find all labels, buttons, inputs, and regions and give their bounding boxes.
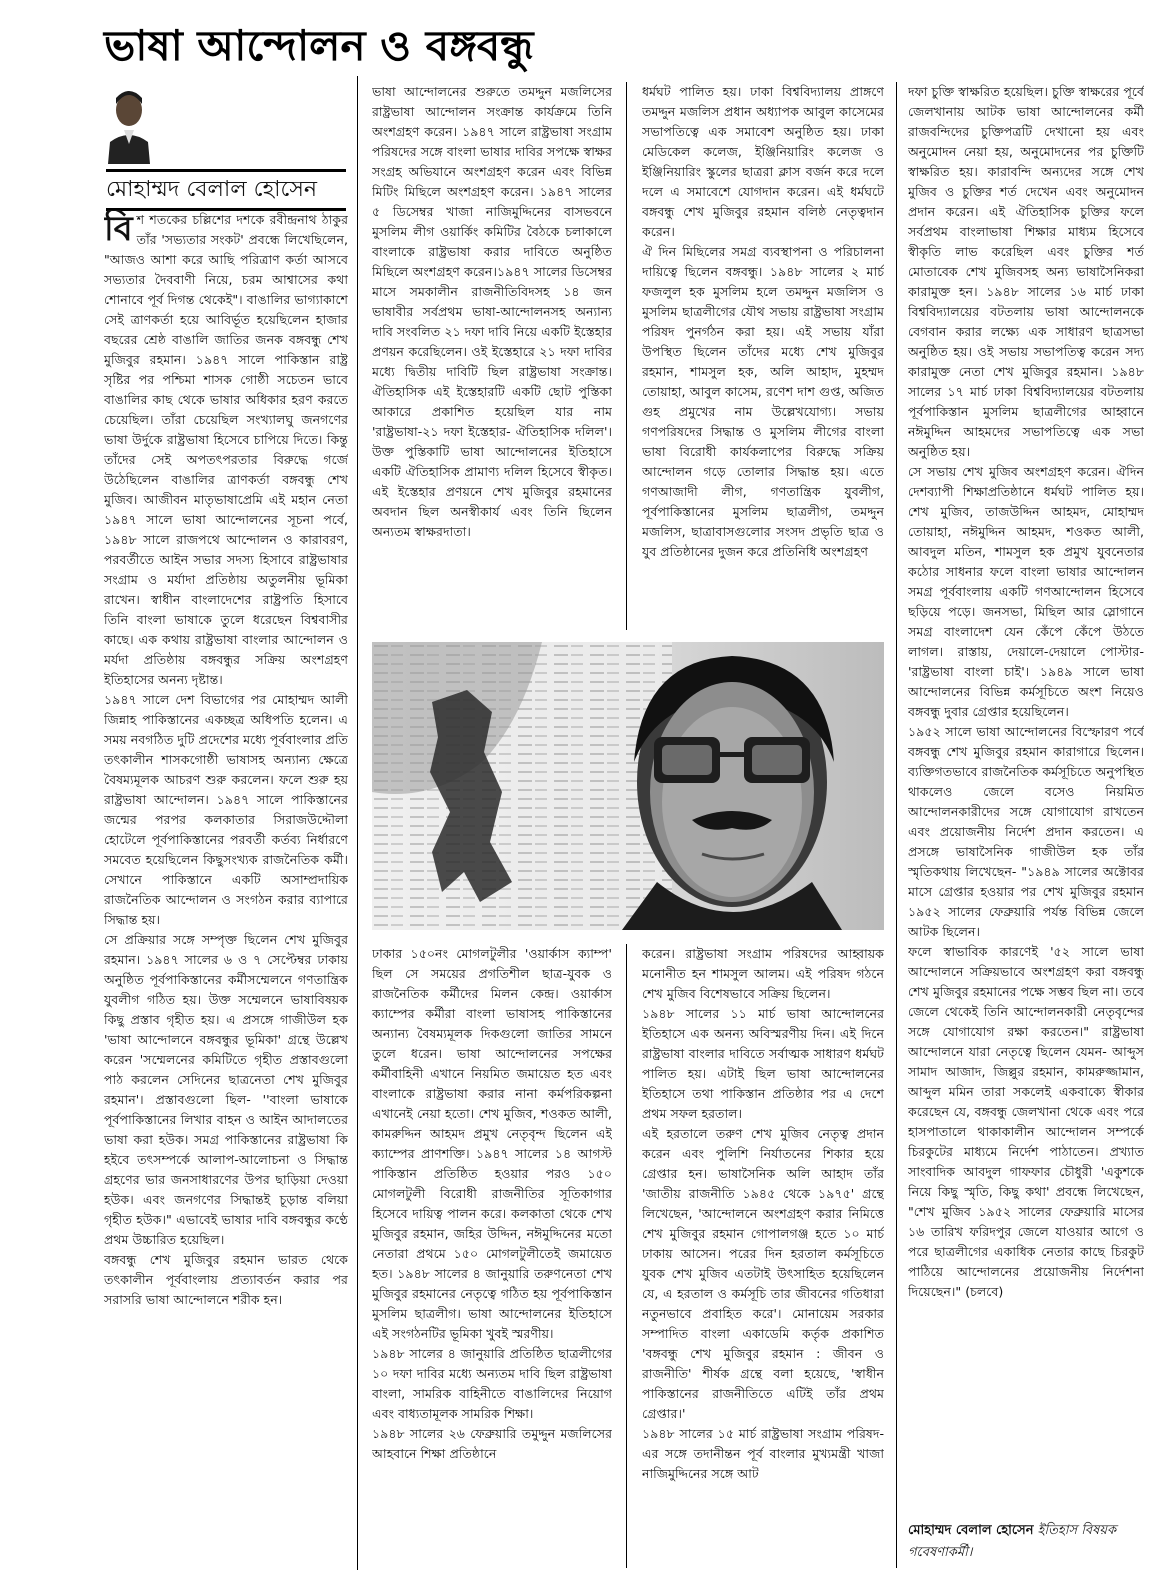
column-rule: [626, 944, 627, 1568]
article-paragraph: দফা চুক্তি স্বাক্ষরিত হয়েছিল। চুক্তি স্বাক্ষরের পূর্বে জেলখানায় আটক ভাষা আন্দোলনের কর্মী রাজবন্দিদের চুক্তিপত্রটি দেখানো হয় এবং অনুমোদন নেয়া হয়, অনুমোদনের পর চুক্তিটি স্বাক্ষরিত হয়। কারাবন্দি অন্যদের সঙ্গে শেখ মুজিব ও চুক্তির শর্ত দেখেন এবং অনুমোদন প্রদান করেন। এই ঐতিহাসিক চুক্তির ফলে সর্বপ্রথম বাংলাভাষা শিক্ষার মাধ্যম হিসেবে স্বীকৃতি লাভ করেছিল এবং চুক্তির শর্ত মোতাবেক শেখ মুজিবসহ অন্য ভাষাসৈনিকরা কারামুক্ত হন। ১৯৪৮ সালের ১৬ মার্চ ঢাকা বিশ্ববিদ্যালয়ের বটতলায় ভাষা আন্দোলনকে বেগবান করার লক্ষ্যে এক সাধারণ ছাত্রসভা অনুষ্ঠিত হয়। ওই সভায় সভাপতিত্ব করেন সদ্য কারামুক্ত নেতা শেখ মুজিবুর রহমান। ১৯৪৮ সালের ১৭ মার্চ ঢাকা বিশ্ববিদ্যালয়ের বটতলায় পূর্বপাকিস্তান মুসলিম ছাত্রলীগের আহ্বানে নঈমুদ্দিন আহমদের সভাপতিত্বে এক সভা অনুষ্ঠিত হয়।: [908, 84, 1144, 459]
hero-portrait-image: [372, 642, 884, 930]
paragraph-text: শ শতকের চল্লিশের দশকে রবীন্দ্রনাথ ঠাকুর তাঁর 'সভ্যতার সংকট' প্রবন্ধে লিখেছিলেন, "আজও আশা করে আছি পরিত্রাণ কর্তা আসবে সভ্যতার দৈববাণী নিয়ে, চরম আশ্বাসের কথা শোনাবে পূর্ব দিগন্ত থেকেই"। বাঙালির ভাগ্যাকাশে সেই ত্রাণকর্তা হয়ে আবির্ভূত হয়েছিলেন হাজার বছরের শ্রেষ্ঠ বাঙালি জাতির জনক বঙ্গবন্ধু শেখ মুজিবুর রহমান। ১৯৪৭ সালে পাকিস্তান রাষ্ট্র সৃষ্টির পর পশ্চিমা শাসক গোষ্ঠী সচেতন ভাবে বাঙালির কাছ থেকে ভাষার অধিকার হরণ করতে চেয়েছিল। তাঁরা চেয়েছিল সংখ্যালঘু জনগণের ভাষা উর্দুকে রাষ্ট্রভাষা হিসেবে চাপিয়ে দিতে। কিন্তু তাঁদের সেই অপতৎপরতার বিরুদ্ধে গর্জে উঠেছিলেন বাঙালির ত্রাণকর্তা বঙ্গবন্ধু শেখ মুজিব। আজীবন মাতৃভাষাপ্রেমি এই মহান নেতা ১৯৪৭ সালে ভাষা আন্দোলনের সূচনা পর্বে, ১৯৪৮ সালে রাজপথে আন্দোলন ও কারাবরণ, পরবর্তীতে আইন সভার সদস্য হিসাবে রাষ্ট্রভাষার সংগ্রাম ও মর্যাদা প্রতিষ্ঠায় অতুলনীয় ভূমিকা রাখেন। স্বাধীন বাংলাদেশের রাষ্ট্রপতি হিসাবে তিনি বাংলা ভাষাকে তুলে ধরেছেন বিশ্ববাসীর কাছে। এক কথায় রাষ্ট্রভাষা বাংলার আন্দোলন ও মর্যদা প্রতিষ্ঠায় বঙ্গবন্ধুর সক্রিয় অংশগ্রহণ ইতিহাসের অনন্য দৃষ্টান্ত।: [104, 212, 348, 687]
article-paragraph: এই হরতালে তরুণ শেখ মুজিব নেতৃত্ব প্রদান করেন এবং পুলিশি নির্যাতনের শিকার হয়ে গ্রেপ্তার হন। ভাষাসৈনিক অলি আহাদ তাঁর 'জাতীয় রাজনীতি ১৯৪৫ থেকে ১৯৭৫' গ্রন্থে লিখেছেন, 'আন্দোলনে অংশগ্রহণ করার নিমিত্তে শেখ মুজিবুর রহমান গোপালগঞ্জ হতে ১০ মার্চ ঢাকায় আসেন। পরের দিন হরতাল কর্মসূচিতে যুবক শেখ মুজিব এতটাই উৎসাহিত হয়েছিলেন যে, এ হরতাল ও কর্মসূচি তার জীবনের গতিধারা নতুনভাবে প্রবাহিত করে'। মোনায়েম সরকার সম্পাদিত বাংলা একাডেমি কর্তৃক প্রকাশিত 'বঙ্গবন্ধু শেখ মুজিবুর রহমান : জীবন ও রাজনীতি' শীর্ষক গ্রন্থে বলা হয়েছে, 'স্বাধীন পাকিস্তানের রাজনীতিতে এটিই তাঁর প্রথম গ্রেপ্তার।': [642, 1126, 884, 1421]
column-rule: [896, 82, 897, 1568]
article-paragraph: ঐ দিন মিছিলের সমগ্র ব্যবস্থাপনা ও পরিচালনা দায়িত্বে ছিলেন বঙ্গবন্ধু। ১৯৪৮ সালের ২ মার্চ ফজলুল হক মুসলিম হলে তমদ্দুন মজলিস ও মুসলিম ছাত্রলীগের যৌথ সভায় রাষ্ট্রভাষা সংগ্রাম পরিষদ পুনর্গঠন করা হয়। এই সভায় যাঁরা উপস্থিত ছিলেন তাঁদের মধ্যে শেখ মুজিবুর রহমান, শামসুল হক, অলি আহাদ, মুহম্মদ তোয়াহা, আবুল কাসেম, রণেশ দাশ গুপ্ত, অজিত গুহ প্রমুখের নাম উল্লেখযোগ্য। সভায় গণপরিষদের সিদ্ধান্ত ও মুসলিম লীগের বাংলা ভাষা বিরোধী কার্যকলাপের বিরুদ্ধে সক্রিয় আন্দোলন গড়ে তোলার সিদ্ধান্ত হয়। এতে গণআজাদী লীগ, গণতান্ত্রিক যুবলীগ, পূর্বপাকিস্তানের মুসলিম ছাত্রলীগ, তমদ্দুন মজলিস, ছাত্রাবাসগুলোর সংসদ প্রভৃতি ছাত্র ও যুব প্রতিষ্ঠানের দুজন করে প্রতিনিধি অংশগ্রহণ: [642, 244, 884, 559]
article-paragraph: বঙ্গবন্ধু শেখ মুজিবুর রহমান ভারত থেকে তৎকালীন পূর্ববাংলায় প্রত্যাবর্তন করার পর সরাসরি ভাষা আন্দোলনে শরীক হন।: [104, 1252, 348, 1307]
author-photo: [106, 82, 152, 164]
column-rule: [357, 76, 358, 1570]
article-column-2-top: [372, 82, 612, 630]
article-paragraph: ১৯৪৮ সালের ১৫ মার্চ রাষ্ট্রভাষা সংগ্রাম পরিষদ-এর সঙ্গে তদানীন্তন পূর্ব বাংলার মুখ্যমন্ত্রী খাজা নাজিমুদ্দিনের সঙ্গে আট: [642, 1426, 884, 1481]
article-paragraph: ১৯৪৮ সালের ৪ জানুয়ারি প্রতিষ্ঠিত ছাত্রলীগের ১০ দফা দাবির মধ্যে অন্যতম দাবি ছিল রাষ্ট্রভাষা বাংলা, সামরিক বাহিনীতে বাঙালিদের নিয়োগ এবং বাধ্যতামূলক সামরিক শিক্ষা।: [372, 1346, 612, 1421]
signature-name: মোহাম্মদ বেলাল হোসেন: [908, 1523, 1034, 1538]
article-paragraph: ১৯৪৮ সালের ২৬ ফেব্রুয়ারি তমুদ্দুন মজলিসের আহবানে শিক্ষা প্রতিষ্ঠানে: [372, 1426, 612, 1461]
signature-role: ইতিহাস বিষয়ক গবেষণাকর্মী।: [908, 1523, 1117, 1560]
headline: ভাষা আন্দোলন ও বঙ্গবন্ধু: [104, 21, 534, 70]
article-paragraph: করেন। রাষ্ট্রভাষা সংগ্রাম পরিষদের আহ্বায়ক মনোনীত হন শামসুল আলম। এই পরিষদ গঠনে শেখ মুজিব বিশেষভাবে সক্রিয় ছিলেন।: [642, 946, 884, 1001]
drop-cap: বি: [104, 210, 133, 249]
article-paragraph: ১৯৪৭ সালে দেশ বিভাগের পর মোহাম্মদ আলী জিন্নাহ পাকিস্তানের একচ্ছত্র অধিপতি হলেন। এ সময় নবগঠিত দুটি প্রদেশের মধ্যে পূর্ববাংলার প্রতি তৎকালীন শাসকগোষ্ঠী ভাষাসহ অন্যান্য ক্ষেত্রে বৈষম্যমূলক আচরণ শুরু করলেন। ফলে শুরু হয় রাষ্ট্রভাষা আন্দোলন। ১৯৪৭ সালে পাকিস্তানের জন্মের পরপর কলকাতার সিরাজউদ্দৌলা হোটেলে পূর্বপাকিস্তানের পরবর্তী কর্তব্য নির্ধারণে সমবেত হয়েছিলেন কিছুসংখ্যক রাজনৈতিক কর্মী। সেখানে পাকিস্তানে একটি অসাম্প্রদায়িক রাজনৈতিক আন্দোলন ও সংগঠন করার ব্যাপারে সিদ্ধান্ত হয়।: [104, 692, 348, 927]
author-portrait-image: [106, 82, 152, 164]
column-rule: [626, 82, 627, 630]
article-paragraph: ১৯৫২ সালে ভাষা আন্দোলনের বিস্ফোরণ পর্বে বঙ্গবন্ধু শেখ মুজিবুর রহমান কারাগারে ছিলেন। ব্যক্তিগতভাবে রাজনৈতিক কর্মসূচিতে অনুপস্থিত থাকলেও জেলে বসেও নিয়মিত আন্দোলনকারীদের সঙ্গে যোগাযোগ রাখতেন এবং প্রয়োজনীয় নির্দেশ প্রদান করতেন। এ প্রসঙ্গে ভাষাসৈনিক গাজীউল হক তাঁর স্মৃতিকথায় লিখেছেন- "১৯৪৯ সালের অক্টোবর মাসে গ্রেপ্তার হওয়ার পর শেখ মুজিবুর রহমান ১৯৫২ সালের ফেব্রুয়ারি পর্যন্ত বিভিন্ন জেলে আটক ছিলেন।: [908, 724, 1144, 939]
article-column-1: [104, 210, 348, 1568]
article-paragraph: [104, 210, 348, 690]
author-signature: [908, 1520, 1144, 1568]
article-column-3-top: [642, 82, 884, 630]
article-column-2-bottom: [372, 944, 612, 1568]
byline-author: মোহাম্মদ বেলাল হোসেন: [106, 169, 346, 211]
article-paragraph: ঢাকার ১৫০নং মোগলটুলীর 'ওয়ার্কাস ক্যাম্প' ছিল সে সময়ের প্রগতিশীল ছাত্র-যুবক ও রাজনৈতিক কর্মীদের মিলন কেন্দ্র। ওয়ার্কাস ক্যাম্পের কর্মীরা বাংলা ভাষাসহ পাকিস্তানের অন্যান্য বৈষম্যমূলক দিকগুলো জাতির সামনে তুলে ধরেন। ভাষা আন্দোলনের সপক্ষের কর্মীবাহিনী এখানে নিয়মিত জমায়েত হত এবং বাংলাকে রাষ্ট্রভাষা করার নানা কর্মপরিকল্পনা এখানেই নেয়া হতো। শেখ মুজিব, শওকত আলী, কামরুদ্দিন আহমদ প্রমুখ নেতৃবৃন্দ ছিলেন এই ক্যাম্পের প্রাণশক্তি। ১৯৪৭ সালের ১৪ আগস্ট পাকিস্তান প্রতিষ্ঠিত হওয়ার পরও ১৫০ মোগলটুলী বিরোধী রাজনীতির সূতিকাগার হিসেবে দায়িত্ব পালন করে। কলকাতা থেকে শেখ মুজিবুর রহমান, জহির উদ্দিন, নঈমুদ্দিনের মতো নেতারা প্রথমে ১৫০ মোগলটুলীতেই জমায়েত হত। ১৯৪৮ সালের ৪ জানুয়ারি তরুণনেতা শেখ মুজিবুর রহমানের নেতৃত্বে গঠিত হয় পূর্বপাকিস্তান মুসলিম ছাত্রলীগ। ভাষা আন্দোলনের ইতিহাসে এই সংগঠনটির ভূমিকা খুবই স্মরণীয়।: [372, 946, 612, 1341]
article-column-4: [908, 82, 1144, 1514]
article-paragraph: ভাষা আন্দোলনের শুরুতে তমদ্দুন মজলিসের রাষ্ট্রভাষা আন্দোলন সংক্রান্ত কার্যক্রমে তিনি অংশগ্রহণ করেন। ১৯৪৭ সালে রাষ্ট্রভাষা সংগ্রাম পরিষদের সঙ্গে বাংলা ভাষার দাবির সপক্ষে স্বাক্ষর সংগ্রহ অভিযানে অংশগ্রহণ করেন এবং বিভিন্ন মিটিং মিছিলে অংশগ্রহণ করেন। ১৯৪৭ সালের ৫ ডিসেম্বর খাজা নাজিমুদ্দিনের বাসভবনে মুসলিম লীগ ওয়ার্কিং কমিটির বৈঠকে চলাকালে বাংলাকে রাষ্ট্রভাষা করার দাবিতে অনুষ্ঠিত মিছিলে অংশগ্রহণ করেন।১৯৪৭ সালের ডিসেম্বর মাসে সমকালীন রাজনীতিবিদসহ ১৪ জন ভাষাবীর সর্বপ্রথম ভাষা-আন্দোলনসহ অন্যান্য দাবি সংবলিত ২১ দফা দাবি নিয়ে একটি ইস্তেহার প্রণয়ন করেছিলেন। ওই ইস্তেহারে ২১ দফা দাবির মধ্যে দ্বিতীয় দাবিটি ছিল রাষ্ট্রভাষা সংক্রান্ত। ঐতিহাসিক এই ইস্তেহারটি একটি ছোট পুস্তিকা আকারে প্রকাশিত হয়েছিল যার নাম 'রাষ্ট্রভাষা-২১ দফা ইস্তেহার- ঐতিহাসিক দলিল'। উক্ত পুস্তিকাটি ভাষা আন্দোলনের ইতিহাসে একটি ঐতিহাসিক প্রামাণ্য দলিল হিসেবে স্বীকৃত। এই ইস্তেহার প্রণয়নে শেখ মুজিবুর রহমানের অবদান ছিল অনস্বীকার্য এবং তিনি ছিলেন অন্যতম স্বাক্ষরদাতা।: [372, 84, 612, 539]
article-paragraph: সে প্রক্রিয়ার সঙ্গে সম্পৃক্ত ছিলেন শেখ মুজিবুর রহমান। ১৯৪৭ সালের ৬ ও ৭ সেপ্টেম্বর ঢাকায় অনুষ্ঠিত পূর্বপাকিস্তানের কর্মীসম্মেলনে গণতান্ত্রিক যুবলীগ গঠিত হয়। উক্ত সম্মেলনে ভাষাবিষয়ক কিছু প্রস্তাব গৃহীত হয়। এ প্রসঙ্গে গাজীউল হক 'ভাষা আন্দোলনে বঙ্গবন্ধুর ভূমিকা' গ্রন্থে উল্লেখ করেন 'সম্মেলনের কমিটিতে গৃহীত প্রস্তাবগুলো পাঠ করলেন সেদিনের ছাত্রনেতা শেখ মুজিবুর রহমান'। প্রস্তাবগুলো ছিল- ''বাংলা ভাষাকে পূর্বপাকিস্তানের লিখার বাহন ও আইন আদালতের ভাষা করা হউক। সমগ্র পাকিস্তানের রাষ্ট্রভাষা কি হইবে তৎসম্পর্কে আলাপ-আলোচনা ও সিদ্ধান্ত গ্রহণের ভার জনসাধারণের উপর ছাড়িয়া দেওয়া হউক। এবং জনগণের সিদ্ধান্তই চূড়ান্ত বলিয়া গৃহীত হউক।" এভাবেই ভাষার দাবি বঙ্গবন্ধুর কণ্ঠে প্রথম উচ্চারিত হয়েছিল।: [104, 932, 348, 1247]
hero-photo: [372, 642, 884, 930]
article-paragraph: ফলে স্বাভাবিক কারণেই '৫২ সালে ভাষা আন্দোলনে সক্রিয়ভাবে অংশগ্রহণ করা বঙ্গবন্ধু শেখ মুজিবুর রহমানের পক্ষে সম্ভব ছিল না। তবে জেলে থেকেই তিনি আন্দোলনকারী নেতৃবৃন্দের সঙ্গে যোগাযোগ রক্ষা করতেন।" রাষ্ট্রভাষা আন্দোলনে যারা নেতৃত্বে ছিলেন যেমন- আব্দুস সামাদ আজাদ, জিল্লুর রহমান, কামরুজ্জামান, আব্দুল মমিন তারা সকলেই একবাক্যে স্বীকার করেছেন যে, বঙ্গবন্ধু জেলখানা থেকে এবং পরে হাসপাতালে থাকাকালীন আন্দোলন সম্পর্কে চিরকুটের মাধ্যমে নির্দেশ পাঠাতেন। প্রখ্যাত সাংবাদিক আবদুল গাফফার চৌধুরী 'একুশকে নিয়ে কিছু স্মৃতি, কিছু কথা' প্রবন্ধে লিখেছেন, "শেখ মুজিব ১৯৫২ সালের ফেব্রুয়ারি মাসের ১৬ তারিখ ফরিদপুর জেলে যাওয়ার আগে ও পরে ছাত্রলীগের একাধিক নেতার কাছে চিরকুট পাঠিয়ে আন্দোলনের প্রয়োজনীয় নির্দেশনা দিয়েছেন।" (চলবে): [908, 944, 1144, 1299]
article-paragraph: সে সভায় শেখ মুজিব অংশগ্রহণ করেন। ঐদিন দেশব্যাপী শিক্ষাপ্রতিষ্ঠানে ধর্মঘট পালিত হয়। শেখ মুজিব, তাজউদ্দিন আহমদ, মোহাম্মদ তোয়াহা, নঈমুদ্দিন আহমদ, শওকত আলী, আবদুল মতিন, শামসুল হক প্রমুখ যুবনেতার কঠোর সাধনার ফলে বাংলা ভাষার আন্দোলন সমগ্র পূর্ববাংলায় একটি গণআন্দোলন হিসেবে ছড়িয়ে পড়ে। জনসভা, মিছিল আর স্লোগানে সমগ্র বাংলাদেশ যেন কেঁপে কেঁপে উঠতে লাগল। রাস্তায়, দেয়ালে-দেয়ালে পোস্টার- 'রাষ্ট্রভাষা বাংলা চাই'। ১৯৪৯ সালে ভাষা আন্দোলনের বিভিন্ন কর্মসূচিতে অংশ নিয়েও বঙ্গবন্ধু দুবার গ্রেপ্তার হয়েছিলেন।: [908, 464, 1144, 719]
article-paragraph: ধর্মঘট পালিত হয়। ঢাকা বিশ্ববিদ্যালয় প্রাঙ্গণে তমদ্দুন মজলিস প্রধান অধ্যাপক আবুল কাসেমের সভাপতিত্বে এক সমাবেশ অনুষ্ঠিত হয়। ঢাকা মেডিকেল কলেজ, ইঞ্জিনিয়ারিং কলেজ ও ইঞ্জিনিয়ারিং স্কুলের ছাত্ররা ক্লাস বর্জন করে দলে দলে এ সমাবেশে যোগদান করেন। এই ধর্মঘটে বঙ্গবন্ধু শেখ মুজিবুর রহমান বলিষ্ঠ নেতৃত্বদান করেন।: [642, 84, 884, 239]
article-column-3-bottom: [642, 944, 884, 1568]
article-paragraph: ১৯৪৮ সালের ১১ মার্চ ভাষা আন্দোলনের ইতিহাসে এক অনন্য অবিস্মরণীয় দিন। এই দিনে রাষ্ট্রভাষা বাংলার দাবিতে সর্বাত্মক সাধারণ ধর্মঘট পালিত হয়। এটাই ছিল ভাষা আন্দোলনের ইতিহাসে তথা পাকিস্তান প্রতিষ্ঠার পর এ দেশে প্রথম সফল হরতাল।: [642, 1006, 884, 1121]
